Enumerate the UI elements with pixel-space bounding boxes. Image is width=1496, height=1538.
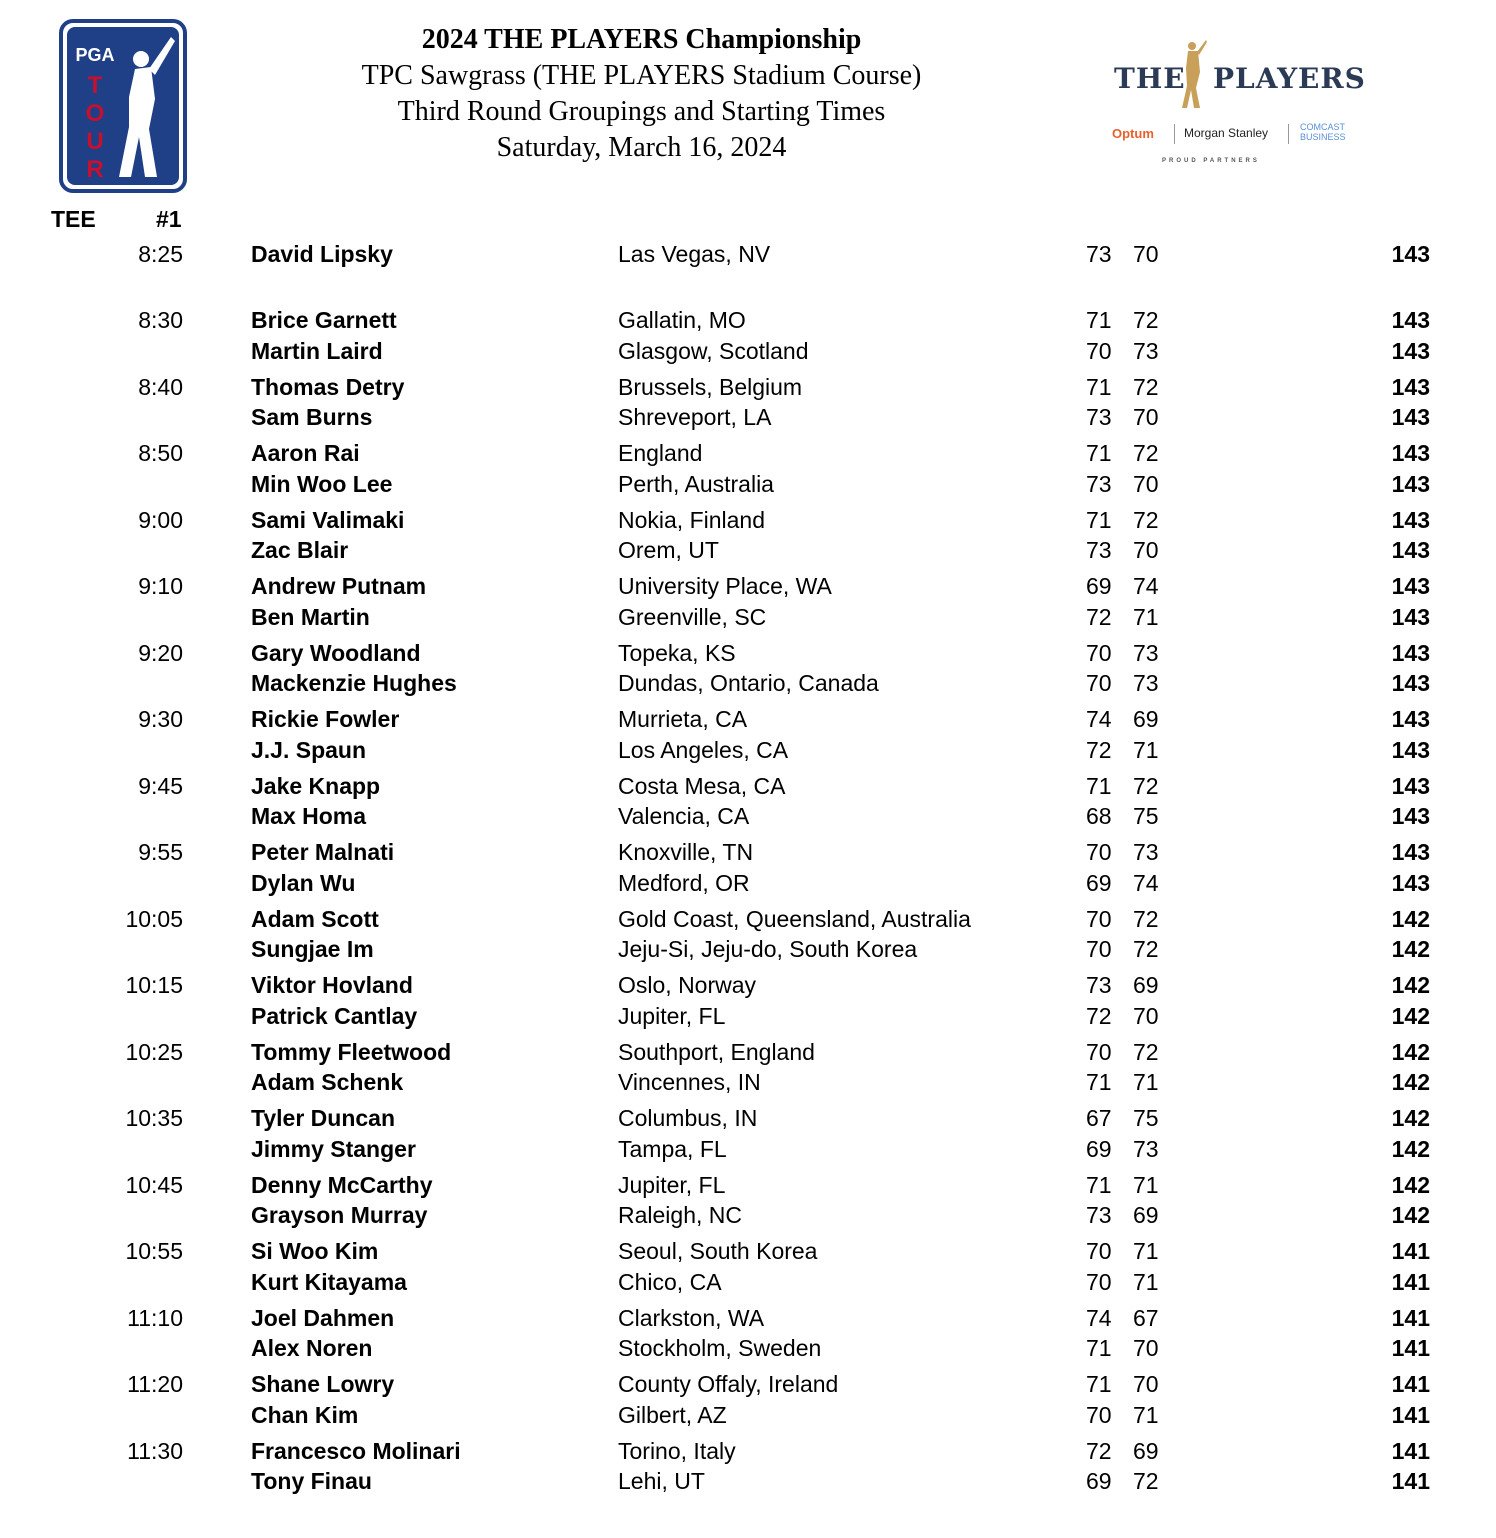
total-score: 143 [1391, 506, 1430, 533]
round1-score: 71 [1086, 1171, 1112, 1198]
total-score: 142 [1391, 936, 1430, 962]
round2-score: 69 [1133, 1202, 1159, 1228]
player-hometown: Jupiter, FL [618, 1171, 726, 1198]
player-hometown: University Place, WA [618, 573, 832, 599]
svg-text:R: R [86, 156, 104, 183]
round1-score: 71 [1086, 772, 1112, 799]
table-row [0, 640, 1496, 670]
player-name: Jimmy Stanger [251, 1135, 416, 1162]
business-text: BUSINESS [1300, 132, 1346, 142]
total-score: 143 [1391, 307, 1430, 333]
total-score: 141 [1391, 1371, 1430, 1397]
round1-score: 74 [1086, 1304, 1112, 1331]
svg-text:O: O [85, 100, 105, 127]
player-hometown: Columbus, IN [618, 1105, 758, 1131]
total-score: 142 [1391, 1135, 1430, 1162]
round2-score: 72 [1133, 440, 1159, 466]
player-name: Martin Laird [251, 337, 383, 364]
round1-score: 70 [1086, 1401, 1112, 1428]
total-score: 141 [1391, 1401, 1430, 1428]
player-name: Grayson Murray [251, 1202, 428, 1228]
tee-time: 9:00 [138, 506, 183, 533]
tee-time: 10:55 [125, 1238, 183, 1264]
round2-score: 67 [1133, 1304, 1159, 1331]
table-row [0, 241, 1496, 271]
player-hometown: Perth, Australia [618, 470, 774, 497]
player-hometown: Gallatin, MO [618, 307, 746, 333]
round2-score: 72 [1133, 772, 1159, 799]
round1-score: 73 [1086, 1202, 1112, 1228]
total-score: 141 [1391, 1304, 1430, 1331]
proud-partners-caption: PROUD PARTNERS [1162, 158, 1260, 164]
player-hometown: Jeju-Si, Jeju-do, South Korea [618, 936, 918, 962]
round1-score: 71 [1086, 1069, 1112, 1095]
player-hometown: Gilbert, AZ [618, 1401, 727, 1428]
player-hometown: Stockholm, Sweden [618, 1335, 822, 1361]
table-row [0, 1468, 1496, 1498]
comcast-text: COMCAST [1300, 122, 1345, 132]
round2-score: 72 [1133, 1468, 1159, 1494]
round1-score: 74 [1086, 706, 1112, 732]
player-hometown: Seoul, South Korea [618, 1238, 818, 1264]
round2-score: 73 [1133, 337, 1159, 364]
partner-divider [1288, 124, 1289, 144]
total-score: 142 [1391, 1038, 1430, 1065]
tee-time: 10:05 [125, 905, 183, 932]
round1-score: 69 [1086, 1468, 1112, 1494]
round2-score: 71 [1133, 1401, 1159, 1428]
total-score: 143 [1391, 736, 1430, 763]
player-name: Ben Martin [251, 603, 370, 630]
round1-score: 72 [1086, 1002, 1112, 1029]
player-hometown: Clarkston, WA [618, 1304, 765, 1331]
total-score: 141 [1391, 1335, 1430, 1361]
player-hometown: Knoxville, TN [618, 839, 754, 865]
player-name: Dylan Wu [251, 869, 356, 896]
round1-score: 70 [1086, 670, 1112, 696]
round1-score: 70 [1086, 337, 1112, 364]
round2-score: 72 [1133, 936, 1159, 962]
table-row [0, 1172, 1496, 1202]
total-score: 143 [1391, 869, 1430, 896]
round2-score: 70 [1133, 241, 1159, 267]
total-score: 142 [1391, 1002, 1430, 1029]
svg-text:U: U [86, 128, 104, 155]
player-hometown: Brussels, Belgium [618, 373, 803, 400]
player-hometown: Valencia, CA [618, 803, 750, 829]
table-row [0, 307, 1496, 337]
total-score: 142 [1391, 1171, 1430, 1198]
round2-score: 71 [1133, 736, 1159, 763]
table-row [0, 706, 1496, 736]
table-row [0, 1136, 1496, 1166]
round1-score: 71 [1086, 1335, 1112, 1361]
round1-score: 72 [1086, 1437, 1112, 1464]
player-name: Aaron Rai [251, 440, 360, 466]
round1-score: 70 [1086, 839, 1112, 865]
course-name: TPC Sawgrass (THE PLAYERS Stadium Course) [361, 60, 922, 91]
total-score: 143 [1391, 772, 1430, 799]
round-date: Saturday, March 16, 2024 [496, 132, 787, 163]
player-hometown: Orem, UT [618, 537, 719, 563]
tee-time: 10:45 [125, 1171, 183, 1198]
player-name: Kurt Kitayama [251, 1268, 407, 1295]
player-name: Joel Dahmen [251, 1304, 395, 1331]
total-score: 142 [1391, 1202, 1430, 1228]
round1-score: 70 [1086, 905, 1112, 932]
round2-score: 69 [1133, 1437, 1159, 1464]
total-score: 143 [1391, 537, 1430, 563]
round2-score: 73 [1133, 639, 1159, 666]
the-players-logo [1100, 38, 1370, 178]
player-name: Brice Garnett [251, 307, 397, 333]
table-row [0, 374, 1496, 404]
round2-score: 72 [1133, 905, 1159, 932]
pga-text: PGA [75, 45, 115, 65]
table-row [0, 471, 1496, 501]
round2-score: 70 [1133, 537, 1159, 563]
total-score: 141 [1391, 1468, 1430, 1494]
round2-score: 69 [1133, 706, 1159, 732]
player-hometown: Murrieta, CA [618, 706, 748, 732]
player-name: Max Homa [251, 803, 367, 829]
round1-score: 71 [1086, 440, 1112, 466]
table-row [0, 573, 1496, 603]
round2-score: 74 [1133, 573, 1159, 599]
player-name: Zac Blair [251, 537, 349, 563]
player-hometown: Oslo, Norway [618, 972, 757, 998]
total-score: 141 [1391, 1268, 1430, 1295]
round1-score: 69 [1086, 869, 1112, 896]
round1-score: 70 [1086, 639, 1112, 666]
round2-score: 75 [1133, 803, 1159, 829]
round1-score: 70 [1086, 936, 1112, 962]
player-hometown: Dundas, Ontario, Canada [618, 670, 879, 696]
total-score: 142 [1391, 1069, 1430, 1095]
round1-score: 71 [1086, 373, 1112, 400]
round2-score: 74 [1133, 869, 1159, 896]
player-hometown: Glasgow, Scotland [618, 337, 809, 364]
round1-score: 73 [1086, 241, 1112, 267]
tee-time: 10:35 [125, 1105, 183, 1131]
table-row [0, 1335, 1496, 1365]
table-row [0, 737, 1496, 767]
total-score: 142 [1391, 972, 1430, 998]
player-name: Francesco Molinari [251, 1437, 461, 1464]
tee-time: 11:30 [127, 1437, 183, 1464]
player-name: Andrew Putnam [251, 573, 427, 599]
table-row [0, 507, 1496, 537]
player-name: J.J. Spaun [251, 736, 367, 763]
tee-header: TEE [51, 206, 96, 232]
round1-score: 72 [1086, 603, 1112, 630]
player-hometown: Vincennes, IN [618, 1069, 761, 1095]
player-name: Sami Valimaki [251, 506, 405, 533]
table-row [0, 1305, 1496, 1335]
round1-score: 73 [1086, 537, 1112, 563]
round-title: Third Round Groupings and Starting Times [397, 96, 886, 127]
player-hometown: Tampa, FL [618, 1135, 727, 1162]
round2-score: 71 [1133, 1238, 1159, 1264]
table-row [0, 604, 1496, 634]
total-score: 142 [1391, 1105, 1430, 1131]
table-row [0, 1238, 1496, 1268]
player-hometown: Raleigh, NC [618, 1202, 742, 1228]
pga-tour-logo [59, 19, 187, 193]
table-row [0, 1105, 1496, 1135]
round1-score: 73 [1086, 972, 1112, 998]
tee-time: 8:40 [138, 373, 183, 400]
round1-score: 73 [1086, 470, 1112, 497]
round2-score: 71 [1133, 1069, 1159, 1095]
table-row [0, 338, 1496, 368]
tee-time: 9:10 [138, 573, 183, 599]
tee-time: 8:25 [138, 241, 183, 267]
table-row [0, 404, 1496, 434]
player-name: Tyler Duncan [251, 1105, 395, 1131]
round1-score: 71 [1086, 307, 1112, 333]
table-row [0, 537, 1496, 567]
morgan-stanley-logo: Morgan Stanley [1184, 126, 1269, 140]
table-row [0, 670, 1496, 700]
total-score: 143 [1391, 440, 1430, 466]
total-score: 143 [1391, 639, 1430, 666]
tour-letters [86, 72, 105, 183]
table-row [0, 1069, 1496, 1099]
round1-score: 71 [1086, 506, 1112, 533]
player-hometown: Medford, OR [618, 869, 750, 896]
total-score: 143 [1391, 573, 1430, 599]
round2-score: 72 [1133, 307, 1159, 333]
hole-header: #1 [156, 206, 182, 232]
total-score: 143 [1391, 337, 1430, 364]
players-logo-players: PLAYERS [1213, 62, 1366, 95]
round2-score: 72 [1133, 373, 1159, 400]
table-row [0, 1371, 1496, 1401]
table-row [0, 1402, 1496, 1432]
player-hometown: Los Angeles, CA [618, 736, 789, 763]
round1-score: 70 [1086, 1238, 1112, 1264]
tee-time: 10:15 [125, 972, 183, 998]
player-name: Si Woo Kim [251, 1238, 379, 1264]
player-hometown: Southport, England [618, 1038, 815, 1065]
round2-score: 73 [1133, 670, 1159, 696]
table-row [0, 773, 1496, 803]
table-row [0, 1438, 1496, 1468]
round1-score: 71 [1086, 1371, 1112, 1397]
round2-score: 72 [1133, 1038, 1159, 1065]
tee-time: 9:55 [138, 839, 183, 865]
table-row [0, 1003, 1496, 1033]
player-name: Alex Noren [251, 1335, 373, 1361]
total-score: 141 [1391, 1238, 1430, 1264]
tee-time: 8:50 [138, 440, 183, 466]
table-row [0, 870, 1496, 900]
round1-score: 70 [1086, 1038, 1112, 1065]
table-row [0, 1039, 1496, 1069]
round2-score: 70 [1133, 470, 1159, 497]
comcast-business-logo [1300, 122, 1346, 142]
round1-score: 69 [1086, 573, 1112, 599]
round1-score: 69 [1086, 1135, 1112, 1162]
player-name: Min Woo Lee [251, 470, 393, 497]
round2-score: 70 [1133, 1002, 1159, 1029]
player-name: Rickie Fowler [251, 706, 400, 732]
player-name: Patrick Cantlay [251, 1002, 418, 1029]
table-row [0, 839, 1496, 869]
tee-time: 9:30 [138, 706, 183, 732]
player-hometown: Chico, CA [618, 1268, 722, 1295]
tee-time: 9:20 [138, 639, 183, 666]
total-score: 143 [1391, 404, 1430, 430]
total-score: 141 [1391, 1437, 1430, 1464]
player-name: Sam Burns [251, 404, 373, 430]
player-name: Adam Schenk [251, 1069, 404, 1095]
total-score: 143 [1391, 706, 1430, 732]
partner-logos [1112, 122, 1362, 146]
partner-divider [1174, 124, 1175, 144]
player-name: Denny McCarthy [251, 1171, 433, 1198]
total-score: 143 [1391, 470, 1430, 497]
player-hometown: County Offaly, Ireland [618, 1371, 839, 1397]
player-name: Jake Knapp [251, 772, 381, 799]
table-row [0, 972, 1496, 1002]
round2-score: 69 [1133, 972, 1159, 998]
total-score: 143 [1391, 603, 1430, 630]
round2-score: 70 [1133, 404, 1159, 430]
table-row [0, 1202, 1496, 1232]
round2-score: 73 [1133, 839, 1159, 865]
tee-time: 9:45 [138, 772, 183, 799]
players-logo-the: THE [1114, 62, 1186, 95]
player-hometown: Las Vegas, NV [618, 241, 771, 267]
player-name: Viktor Hovland [251, 972, 413, 998]
player-hometown: Nokia, Finland [618, 506, 766, 533]
table-row [0, 803, 1496, 833]
tee-time: 10:25 [125, 1038, 183, 1065]
player-hometown: Topeka, KS [618, 639, 736, 666]
table-row [0, 906, 1496, 936]
round1-score: 68 [1086, 803, 1112, 829]
player-name: Peter Malnati [251, 839, 395, 865]
player-name: Adam Scott [251, 905, 379, 932]
table-row [0, 1269, 1496, 1299]
total-score: 143 [1391, 839, 1430, 865]
player-name: Tony Finau [251, 1468, 372, 1494]
tee-time: 11:10 [127, 1304, 183, 1331]
round2-score: 71 [1133, 603, 1159, 630]
player-hometown: Jupiter, FL [618, 1002, 726, 1029]
player-name: Shane Lowry [251, 1371, 395, 1397]
player-hometown: Shreveport, LA [618, 404, 772, 430]
round1-score: 67 [1086, 1105, 1112, 1131]
total-score: 143 [1391, 241, 1430, 267]
round2-score: 71 [1133, 1268, 1159, 1295]
round2-score: 75 [1133, 1105, 1159, 1131]
player-hometown: England [618, 440, 703, 466]
table-row [0, 936, 1496, 966]
player-hometown: Lehi, UT [618, 1468, 705, 1494]
total-score: 143 [1391, 670, 1430, 696]
player-name: Thomas Detry [251, 373, 405, 400]
player-hometown: Gold Coast, Queensland, Australia [618, 905, 971, 932]
player-name: Gary Woodland [251, 639, 421, 666]
round2-score: 73 [1133, 1135, 1159, 1162]
player-hometown: Costa Mesa, CA [618, 772, 786, 799]
round2-score: 71 [1133, 1171, 1159, 1198]
total-score: 143 [1391, 803, 1430, 829]
optum-logo: Optum [1112, 126, 1154, 141]
svg-text:T: T [87, 72, 103, 99]
player-name: Sungjae Im [251, 936, 374, 962]
round2-score: 70 [1133, 1371, 1159, 1397]
round2-score: 70 [1133, 1335, 1159, 1361]
player-hometown: Torino, Italy [618, 1437, 736, 1464]
tee-time: 11:20 [127, 1371, 183, 1397]
round2-score: 72 [1133, 506, 1159, 533]
player-name: Tommy Fleetwood [251, 1038, 452, 1065]
total-score: 142 [1391, 905, 1430, 932]
tee-time: 8:30 [138, 307, 183, 333]
player-name: Mackenzie Hughes [251, 670, 457, 696]
round1-score: 73 [1086, 404, 1112, 430]
player-name: Chan Kim [251, 1401, 359, 1428]
round1-score: 70 [1086, 1268, 1112, 1295]
round1-score: 72 [1086, 736, 1112, 763]
table-row [0, 440, 1496, 470]
players-golfer-icon [1178, 38, 1208, 110]
event-title: 2024 THE PLAYERS Championship [421, 24, 862, 55]
player-hometown: Greenville, SC [618, 603, 767, 630]
total-score: 143 [1391, 373, 1430, 400]
player-name: David Lipsky [251, 241, 393, 267]
